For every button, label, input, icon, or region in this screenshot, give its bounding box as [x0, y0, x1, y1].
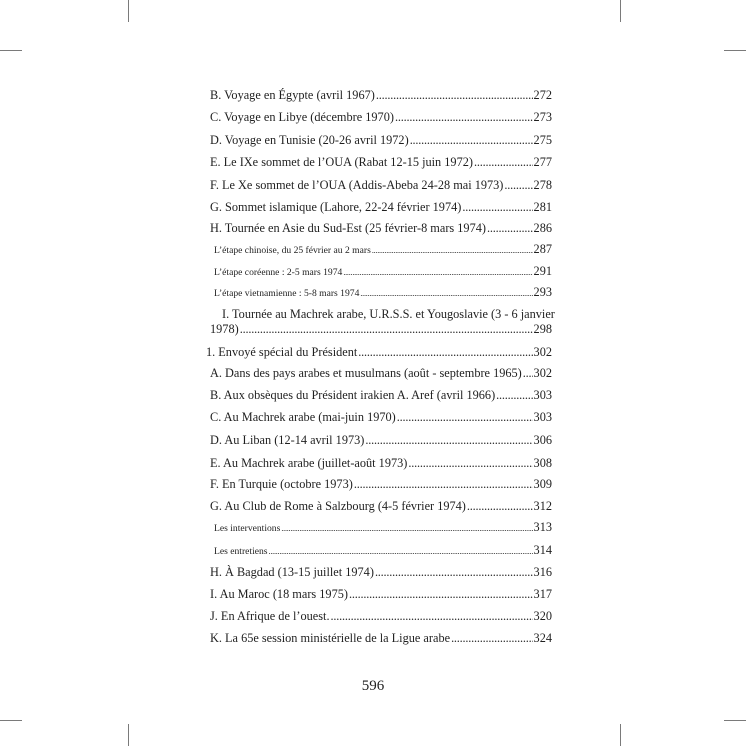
toc-entry-page: 303	[533, 410, 552, 424]
toc-leader-dots	[397, 410, 533, 425]
toc-leader-dots	[376, 88, 533, 103]
toc-entry-title: J. En Afrique de l’ouest.	[210, 609, 330, 623]
toc-entry-page: 320	[533, 609, 552, 623]
toc-entry[interactable]	[206, 456, 552, 471]
toc-entry-title: Les interventions	[214, 523, 281, 534]
toc-leader-dots	[523, 366, 533, 381]
toc-leader-dots	[408, 456, 532, 471]
crop-mark-bottom-right	[620, 724, 621, 746]
toc-entry[interactable]	[206, 133, 552, 148]
toc-entry-page: 313	[533, 520, 552, 534]
toc-entry[interactable]	[206, 565, 552, 580]
toc-entry-page: 291	[533, 264, 552, 278]
toc-leader-dots	[504, 178, 532, 193]
crop-mark-right-upper	[724, 50, 746, 51]
toc-entry-title-line2: 1978)	[210, 322, 239, 336]
toc-entry[interactable]	[206, 499, 552, 514]
toc-entry[interactable]	[206, 433, 552, 448]
crop-mark-top-left	[128, 0, 129, 22]
toc-entry-title: G. Au Club de Rome à Salzbourg (4-5 février 1974)	[210, 499, 466, 513]
toc-entry-title: E. Au Machrek arabe (juillet-août 1973)	[210, 456, 408, 470]
toc-entry-title: Les entretiens	[214, 546, 268, 557]
toc-leader-dots	[467, 499, 533, 514]
toc-entry-title: H. Tournée en Asie du Sud-Est (25 février-8 mars 1974)	[210, 221, 486, 235]
toc-entry-multiline[interactable]	[206, 307, 555, 337]
toc-entry-page: 312	[533, 499, 552, 513]
toc-subentry[interactable]	[206, 242, 552, 258]
toc-entry-title: G. Sommet islamique (Lahore, 22-24 février 1974)	[210, 200, 462, 214]
toc-subentry[interactable]	[206, 264, 552, 280]
toc-entry[interactable]	[206, 88, 552, 103]
crop-mark-bottom-left	[128, 724, 129, 746]
toc-leader-dots	[331, 609, 533, 624]
toc-leader-dots	[487, 221, 533, 236]
toc-leader-dots	[354, 477, 533, 492]
toc-entry[interactable]	[206, 200, 552, 215]
toc-entry-title: I. Au Maroc (18 mars 1975)	[210, 587, 348, 601]
toc-entry-page: 273	[533, 110, 552, 124]
toc-leader-dots	[269, 544, 533, 559]
toc-subentry[interactable]	[206, 543, 552, 559]
toc-leader-dots	[462, 200, 532, 215]
toc-leader-dots	[343, 265, 532, 280]
toc-entry[interactable]	[206, 221, 552, 236]
toc-entry-page: 306	[533, 433, 552, 447]
toc-entry[interactable]	[206, 587, 552, 602]
toc-leader-dots	[240, 322, 533, 337]
toc-entry[interactable]	[206, 631, 552, 646]
toc-leader-dots	[281, 521, 532, 536]
toc-entry-page: 309	[533, 477, 552, 491]
crop-mark-right-lower	[724, 720, 746, 721]
toc-entry-page: 293	[533, 285, 552, 299]
toc-subentry[interactable]	[206, 285, 552, 301]
toc-entry-title: A. Dans des pays arabes et musulmans (août - septembre 1965)	[210, 366, 522, 380]
toc-entry[interactable]	[206, 410, 552, 425]
toc-entry-page: 272	[533, 88, 552, 102]
toc-entry-page: 302	[533, 345, 552, 359]
toc-entry-title: L’étape coréenne : 2-5 mars 1974	[214, 267, 343, 278]
toc-entry-title: B. Aux obsèques du Président irakien A. Aref (avril 1966)	[210, 388, 496, 402]
toc-entry-title: B. Voyage en Égypte (avril 1967)	[210, 88, 375, 102]
toc-leader-dots	[474, 155, 533, 170]
toc-entry-page: 308	[533, 456, 552, 470]
toc-entry-page: 298	[533, 322, 552, 336]
toc-entry-title: C. Voyage en Libye (décembre 1970)	[210, 110, 394, 124]
toc-entry-page: 286	[533, 221, 552, 235]
toc-leader-dots	[365, 433, 532, 448]
toc-entry-page: 317	[533, 587, 552, 601]
toc-leader-dots	[410, 133, 533, 148]
toc-entry-title: D. Voyage en Tunisie (20-26 avril 1972)	[210, 133, 409, 147]
toc-entry-page: 277	[533, 155, 552, 169]
toc-entry-title: L’étape vietnamienne : 5-8 mars 1974	[214, 288, 360, 299]
toc-entry-title: E. Le IXe sommet de l’OUA (Rabat 12-15 juin 1972)	[210, 155, 473, 169]
toc-entry-page: 302	[533, 366, 552, 380]
toc-entry-page: 275	[533, 133, 552, 147]
toc-leader-dots	[358, 345, 532, 360]
toc-entry-title: F. En Turquie (octobre 1973)	[210, 477, 353, 491]
toc-entry[interactable]	[206, 366, 552, 381]
toc-leader-dots	[360, 286, 532, 301]
toc-entry[interactable]	[206, 609, 552, 624]
toc-entry-title: 1. Envoyé spécial du Président	[206, 345, 358, 359]
crop-mark-top-right	[620, 0, 621, 22]
toc-leader-dots	[451, 631, 532, 646]
toc-entry[interactable]	[206, 110, 552, 125]
toc-entry-title-line1: I. Tournée au Machrek arabe, U.R.S.S. et Yougoslavie (3 - 6 janvier	[222, 307, 555, 321]
crop-mark-left-lower	[0, 720, 22, 721]
crop-mark-left-upper	[0, 50, 22, 51]
toc-entry-title: H. À Bagdad (13-15 juillet 1974)	[210, 565, 374, 579]
page-number: 596	[361, 678, 385, 694]
toc-leader-dots	[496, 388, 532, 403]
toc-entry-page: 287	[533, 242, 552, 256]
toc-entry-page: 324	[533, 631, 552, 645]
toc-entry-page: 303	[533, 388, 552, 402]
toc-entry-page: 314	[533, 543, 552, 557]
toc-entry-page: 281	[533, 200, 552, 214]
toc-leader-dots	[349, 587, 533, 602]
toc-entry-page: 278	[533, 178, 552, 192]
toc-entry-title: C. Au Machrek arabe (mai-juin 1970)	[210, 410, 396, 424]
toc-entry[interactable]	[206, 178, 552, 193]
toc-leader-dots	[372, 243, 533, 258]
toc-entry[interactable]	[206, 155, 552, 170]
toc-entry-title: D. Au Liban (12-14 avril 1973)	[210, 433, 365, 447]
toc-entry-page: 316	[533, 565, 552, 579]
toc-subentry[interactable]	[206, 520, 552, 536]
toc-section-heading[interactable]	[206, 345, 552, 360]
toc-entry-title: F. Le Xe sommet de l’OUA (Addis-Abeba 24-28 mai 1973)	[210, 178, 504, 192]
toc-entry-title: K. La 65e session ministérielle de la Ligue arabe	[210, 631, 451, 645]
toc-leader-dots	[375, 565, 533, 580]
toc-entry[interactable]	[206, 477, 552, 492]
toc-entry[interactable]	[206, 388, 552, 403]
toc-leader-dots	[395, 110, 533, 125]
toc-entry-title: L’étape chinoise, du 25 février au 2 mars	[214, 245, 371, 256]
